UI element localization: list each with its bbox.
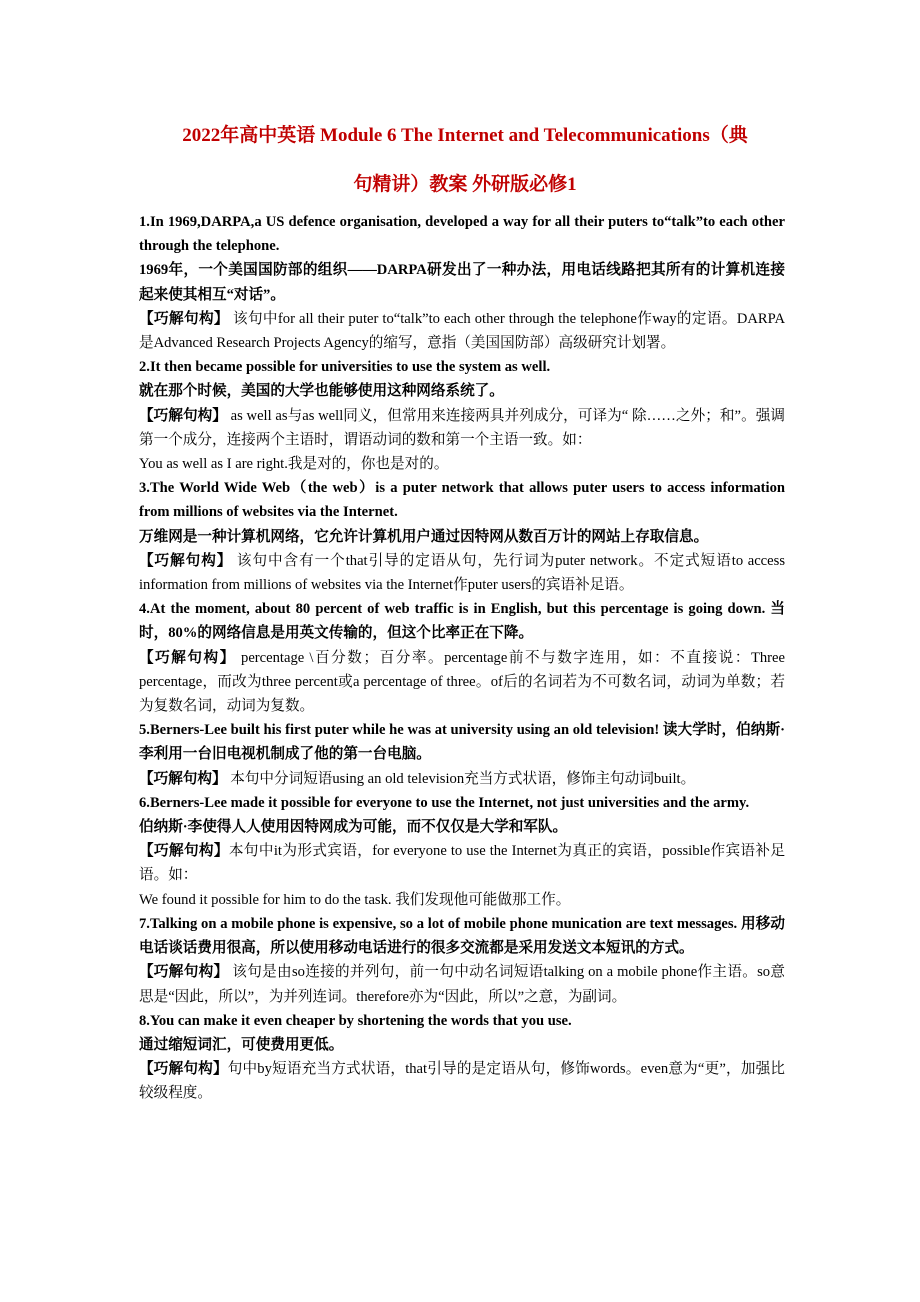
note-text: as well as与as well同义，但常用来连接两具并列成分，可译为“ 除……之外；和”。强调第一个成分，连接两个主语时，谓语动词的数和第一个主语一致。如： [139, 407, 785, 448]
sentence-7 [139, 912, 785, 960]
document-title-line-1: 2022年高中英语 Module 6 The Internet and Telecommunications（典 [182, 125, 748, 146]
note-tag: 【巧解句构】 [139, 310, 229, 327]
note-tag: 【巧解句构】 [139, 649, 236, 666]
sentence-2-chinese: 就在那个时候，美国的大学也能够使用这种网络系统了。 [139, 383, 504, 400]
sentence-8-english: 8.You can make it even cheaper by shortening the words that you use. [139, 1012, 572, 1029]
sentence-5-chinese: 读大学时，伯纳斯·李利用一台旧电视机制成了他的第一台电脑。 [139, 722, 785, 763]
sentence-3-note [139, 549, 785, 597]
note-tag: 【巧解句构】 [139, 770, 227, 787]
sentence-6-english: 6.Berners-Lee made it possible for everyone to use the Internet, not just universities and the army. [139, 794, 750, 811]
note-tag: 【巧解句构】 [139, 552, 233, 569]
note-tag: 【巧解句构】 [139, 407, 227, 424]
sentence-4-chinese: 当时，80%的网络信息是用英文传输的，但这个比率正在下降。 [139, 601, 785, 642]
note-text: 该句中含有一个that引导的定语从句，先行词为puter network。不定式短语to access information from millions of websites via the Internet作puter users的宾语补足语。 [139, 552, 785, 594]
note-text: 本句中it为形式宾语，for everyone to use the Internet为真正的宾语，possible作宾语补足语。如： [139, 843, 785, 884]
sentence-1-chinese: 1969年，一个美国国防部的组织——DARPA研发出了一种办法，用电话线路把其所有的计算机连接起来使其相互“对话”。 [139, 262, 785, 303]
note-text: 句中by短语充当方式状语，that引导的是定语从句，修饰words。even意为“更”，加强比较级程度。 [139, 1061, 785, 1102]
sentence-4-english: 4.At the moment, about 80 percent of web traffic is in English, but this percentage is going down. [139, 601, 766, 618]
sentence-5 [139, 718, 785, 766]
sentence-4-note [139, 646, 785, 719]
sentence-4 [139, 597, 785, 645]
sentence-6-chinese: 伯纳斯·李使得人人使用因特网成为可能，而不仅仅是大学和军队。 [139, 819, 568, 836]
note-tag: 【巧解句构】 [139, 1061, 228, 1078]
sentence-5-english: 5.Berners-Lee built his first puter while he was at university using an old television! [139, 722, 660, 739]
sentence-1-note [139, 307, 785, 355]
sentence-6-note [139, 839, 785, 887]
note-tag: 【巧解句构】 [139, 964, 229, 981]
sentence-2-english: 2.It then became possible for universities to use the system as well. [139, 359, 551, 376]
document-title-line-2: 句精讲）教案 外研版必修1 [353, 174, 577, 195]
sentence-7-note [139, 960, 785, 1008]
note-text: percentage \百分数；百分率。percentage前不与数字连用，如：不直接说：Three percentage，而改为three percent或a percentage of three。of后的名词若为不可数名词，动词为单数；若为复数名词，动词为复数。 [139, 649, 785, 715]
sentence-6-example: We found it possible for him to do the task. 我们发现他可能做那工作。 [139, 891, 571, 908]
sentence-8-note [139, 1057, 785, 1105]
note-text: 本句中分词短语using an old television充当方式状语，修饰主句动词built。 [226, 770, 696, 787]
note-tag: 【巧解句构】 [139, 843, 229, 860]
sentence-8-chinese: 通过缩短词汇，可使费用更低。 [139, 1036, 344, 1053]
sentence-5-note [139, 767, 785, 791]
sentence-3-chinese: 万维网是一种计算机网络，它允许计算机用户通过因特网从数百万计的网站上存取信息。 [139, 528, 709, 545]
document-body [139, 210, 785, 1106]
sentence-3-english: 3.The World Wide Web（the web）is a puter network that allows puter users to access information from millions of websites via the Internet. [139, 480, 785, 521]
note-text: 该句中for all their puter to“talk”to each other through the telephone作way的定语。DARPA是Advanced Research Projects Agency的缩写，意指（美国国防部）高级研究计划署。 [139, 310, 785, 352]
sentence-7-english: 7.Talking on a mobile phone is expensive, so a lot of mobile phone munication are text messages. [139, 915, 738, 932]
sentence-2-example: You as well as I are right.我是对的，你也是对的。 [139, 456, 449, 473]
sentence-7-chinese: 用移动电话谈话费用很高，所以使用移动电话进行的很多交流都是采用发送文本短讯的方式。 [139, 915, 785, 957]
sentence-1-english: 1.In 1969,DARPA,a US defence organisation, developed a way for all their puters to“talk”to each other through the telephone. [139, 214, 785, 255]
note-text: 该句是由so连接的并列句，前一句中动名词短语talking on a mobile phone作主语。so意思是“因此，所以”，为并列连词。therefore亦为“因此，所以”之意，为副词。 [139, 964, 785, 1005]
sentence-2-note [139, 404, 785, 452]
